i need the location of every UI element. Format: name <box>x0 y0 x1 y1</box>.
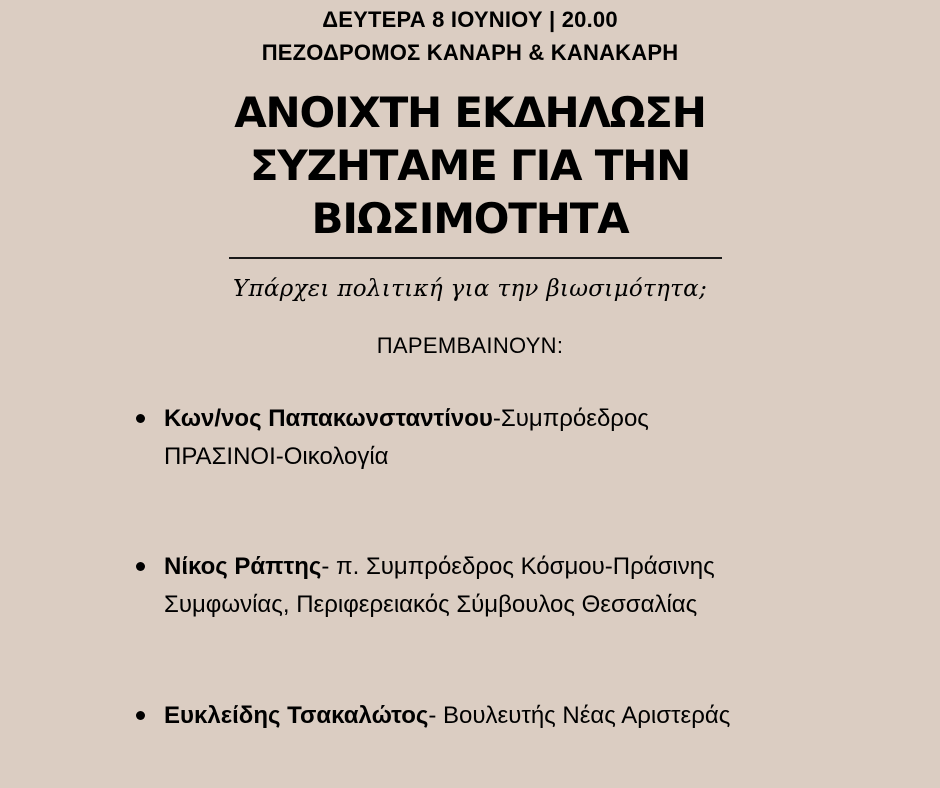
event-title <box>0 86 940 245</box>
speaker-role: - π. Συμπρόεδρος Κόσμου-Πράσινης <box>321 553 715 580</box>
speaker-item <box>164 548 864 624</box>
speaker-name: Νίκος Ράπτης <box>164 553 322 580</box>
bullet-icon <box>136 711 145 720</box>
event-question: Υπάρχει πολιτική για την βιωσιμότητα; <box>232 276 708 302</box>
speakers-heading: ΠΑΡΕΜΒΑΙΝΟΥΝ: <box>376 333 564 358</box>
speaker-line <box>164 548 864 586</box>
title-divider <box>229 257 722 259</box>
bullet-icon <box>136 414 145 423</box>
speaker-role-continued: Συμφωνίας, Περιφερειακός Σύμβουλος Θεσσαλίας <box>164 591 698 618</box>
event-title-line-1: ΑΝΟΙΧΤΗ ΕΚΔΗΛΩΣΗ <box>234 88 706 137</box>
event-title-line-3: ΒΙΩΣΙΜΟΤΗΤΑ <box>311 194 629 243</box>
speaker-item <box>164 697 864 735</box>
event-location: ΠΕΖΟΔΡΟΜΟΣ ΚΑΝΑΡΗ & ΚΑΝΑΚΑΡΗ <box>261 40 679 65</box>
speaker-line <box>164 697 864 735</box>
speaker-role: - Βουλευτής Νέας Αριστεράς <box>428 702 731 729</box>
speaker-item <box>164 400 864 476</box>
event-title-line-2: ΣΥΖΗΤΑΜΕ ΓΙΑ ΤΗΝ <box>249 141 691 190</box>
speaker-role: -Συμπρόεδρος <box>492 405 649 432</box>
speaker-role-continued: ΠΡΑΣΙΝΟΙ-Οικολογία <box>164 443 389 470</box>
bullet-icon <box>136 562 145 571</box>
speaker-line <box>164 400 864 438</box>
speaker-name: Κων/νος Παπακωνσταντίνου <box>164 405 493 432</box>
speaker-name: Ευκλείδης Τσακαλώτος <box>164 702 429 729</box>
event-date-time: ΔΕΥΤΕΡΑ 8 ΙΟΥΝΙΟΥ | 20.00 <box>322 7 618 32</box>
